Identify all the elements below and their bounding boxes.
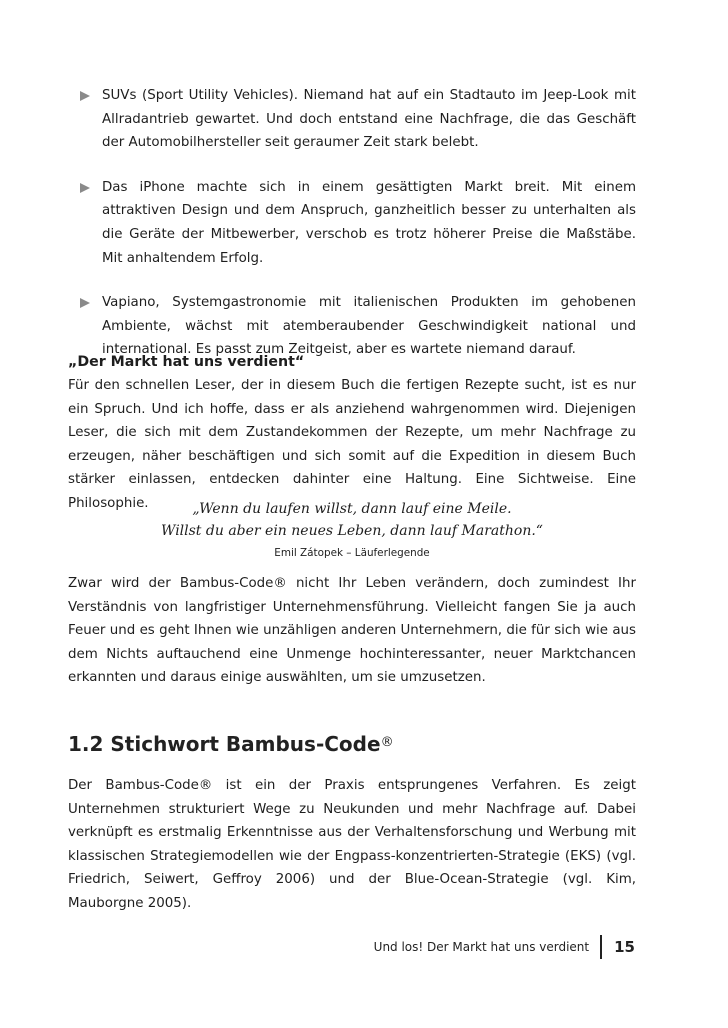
quote-block bbox=[68, 498, 636, 563]
page-footer bbox=[374, 934, 635, 960]
intro-section bbox=[68, 350, 636, 516]
paragraph: Der Bambus-Code® ist ein der Praxis entsprungenes Verfahren. Es zeigt Unternehmen strukturiert Wege zu Neukunden und mehr Nachfrage auf. Dabei verknüpft es erstmalig Erkenntnisse aus der Verhaltensforschung und Werbung mit klassischen Strategiemodellen wie der Engpass-konzentrierten-Strategie (EKS) (vgl. Friedrich, Seiwert, Geffroy 2006) und der Blue-Ocean-Strategie (vgl. Kim, Mauborgne 2005). bbox=[68, 778, 636, 911]
list-item-text: Vapiano, Systemgastronomie mit italienischen Produkten im gehobenen Ambiente, wächst mit atemberaubender Geschwindigkeit national und international. Es passt zum Zeitgeist, aber es wartete niemand darauf. bbox=[102, 295, 636, 358]
page-number: 15 bbox=[614, 938, 635, 956]
quote-line: „Wenn du laufen willst, dann lauf eine Meile. bbox=[192, 501, 512, 517]
list-item-text: SUVs (Sport Utility Vehicles). Niemand hat auf ein Stadtauto im Jeep-Look mit Allradantrieb gewartet. Und doch entstand eine Nachfrage, die das Geschäft der Automobilhersteller seit geraumer Zeit stark belebt. bbox=[102, 88, 636, 151]
section-title: 1.2 Stichwort Bambus-Code bbox=[68, 732, 381, 756]
paragraph: Zwar wird der Bambus-Code® nicht Ihr Leben verändern, doch zumindest Ihr Verständnis von langfristiger Unternehmensführung. Vielleicht fangen Sie ja auch Feuer und es geht Ihnen wie unzähligen anderen Unternehmern, die für sich wie aus dem Nichts auftauchend eine Unmenge hochinteressanter, neuer Marktchancen erkannten und daraus einige auswählten, um sie umzusetzen. bbox=[68, 576, 636, 686]
paragraph: Für den schnellen Leser, der in diesem Buch die fertigen Rezepte sucht, ist es nur ein Spruch. Und ich hoffe, dass er als anziehend wahrgenommen wird. Diejenigen Leser, die sich mit dem Zustandekommen der Rezepte, um mehr Nachfrage zu erzeugen, näher beschäftigen und sich somit auf die Expedition in diesem Buch stärker einlassen, entdecken dahinter eine Haltung. Eine Sichtweise. Eine Philosophie. bbox=[68, 378, 636, 511]
bullet-list bbox=[76, 84, 636, 383]
triangle-bullet-icon bbox=[80, 298, 90, 308]
quote-line: Willst du aber ein neues Leben, dann lauf Marathon.“ bbox=[161, 523, 543, 539]
list-item-text: Das iPhone machte sich in einem gesättigten Markt breit. Mit einem attraktiven Design und dem Anspruch, ganzheitlich besser zu unterhalten als die Geräte der Mitbewerber, verschob es trotz höherer Preise die Maßstäbe. Mit anhaltendem Erfolg. bbox=[102, 179, 636, 266]
footer-divider bbox=[600, 935, 602, 959]
registered-mark: ® bbox=[380, 735, 394, 750]
quote-author: Emil Zátopek – Läuferlegende bbox=[274, 547, 430, 559]
list-item bbox=[76, 84, 636, 155]
running-title: Und los! Der Markt hat uns verdient bbox=[373, 940, 590, 954]
list-item bbox=[76, 176, 636, 270]
subheading: „Der Markt hat uns verdient“ bbox=[68, 354, 305, 370]
triangle-bullet-icon bbox=[80, 91, 90, 101]
triangle-bullet-icon bbox=[80, 183, 90, 193]
section-heading bbox=[68, 728, 394, 759]
